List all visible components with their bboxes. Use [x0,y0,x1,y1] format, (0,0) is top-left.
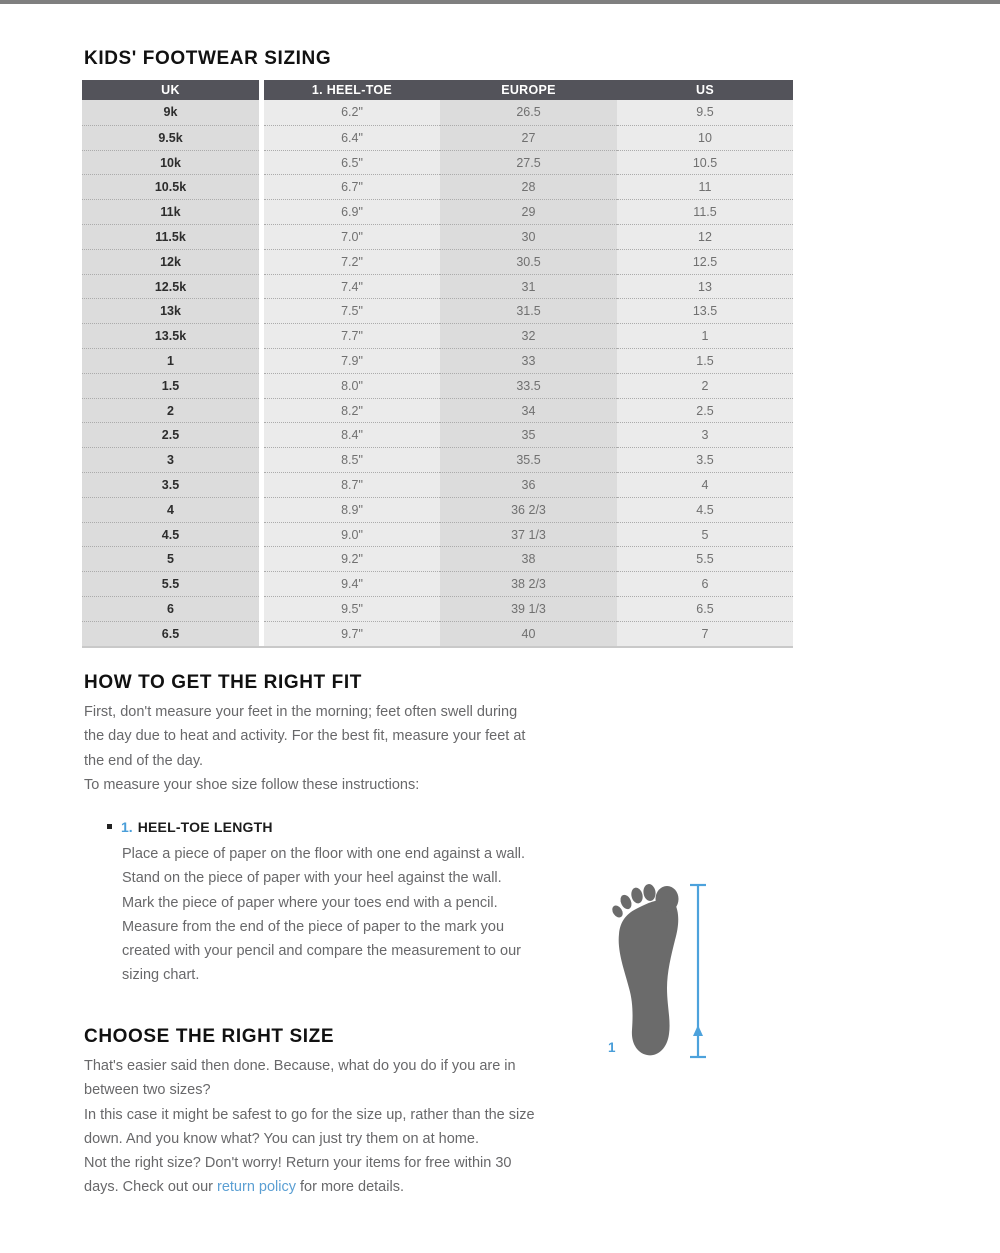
size-table-row [82,150,793,175]
text-line: the end of the day. [84,752,204,769]
text-line: between two sizes? [84,1082,211,1099]
text-line: sizing chart. [122,967,200,984]
size-cell-heeltoe: 9.2" [264,546,440,571]
size-cell-uk: 12k [82,249,259,274]
instruction-number: 1. [121,818,133,835]
size-cell-us: 2 [617,373,793,398]
size-cell-heeltoe: 7.2" [264,249,440,274]
size-cell-us: 7 [617,621,793,646]
size-table-row [82,249,793,274]
size-cell-us: 11 [617,174,793,199]
size-cell-uk: 10k [82,150,259,175]
size-cell-us: 3.5 [617,447,793,472]
size-table-row [82,422,793,447]
size-cell-us: 10.5 [617,150,793,175]
size-cell-heeltoe: 6.5" [264,150,440,175]
column-header-heeltoe: 1. HEEL-TOE [264,80,440,100]
size-cell-europe: 36 [440,472,617,497]
text-line: In this case it might be safest to go for the size up, rather than the size [84,1106,535,1123]
top-divider [0,0,1000,4]
size-cell-heeltoe: 7.4" [264,274,440,299]
size-cell-heeltoe: 8.0" [264,373,440,398]
fit-section-heading: HOW TO GET THE RIGHT FIT [84,672,362,693]
size-cell-europe: 31 [440,274,617,299]
size-cell-heeltoe: 6.4" [264,125,440,150]
size-cell-europe: 27 [440,125,617,150]
size-table-row [82,571,793,596]
size-cell-europe: 26.5 [440,100,617,125]
choose-last-line [84,1175,535,1199]
size-table-row [82,621,793,646]
text-line: Mark the piece of paper where your toes end with a pencil. [122,894,498,911]
size-cell-europe: 27.5 [440,150,617,175]
size-cell-us: 6 [617,571,793,596]
size-table-row [82,348,793,373]
size-cell-europe: 29 [440,199,617,224]
size-cell-us: 1 [617,323,793,348]
size-table-row [82,100,793,125]
size-cell-us: 9.5 [617,100,793,125]
size-cell-us: 11.5 [617,199,793,224]
size-cell-us: 13.5 [617,298,793,323]
size-cell-heeltoe: 6.2" [264,100,440,125]
page-title: KIDS' FOOTWEAR SIZING [84,48,332,69]
size-table-row [82,274,793,299]
column-header-us: US [617,80,793,100]
size-table-row [82,546,793,571]
size-table-body [82,100,793,646]
size-cell-uk: 1 [82,348,259,373]
size-cell-europe: 32 [440,323,617,348]
size-cell-us: 4.5 [617,497,793,522]
size-cell-heeltoe: 7.0" [264,224,440,249]
text-line: Stand on the piece of paper with your heel against the wall. [122,870,502,887]
size-cell-europe: 33.5 [440,373,617,398]
size-table-row [82,472,793,497]
size-cell-uk: 11.5k [82,224,259,249]
size-table-row [82,373,793,398]
size-cell-uk: 5.5 [82,571,259,596]
size-cell-uk: 9.5k [82,125,259,150]
size-table [82,80,793,648]
size-table-row [82,497,793,522]
size-table-row [82,224,793,249]
size-cell-europe: 37 1/3 [440,522,617,547]
last-line-prefix: days. Check out our [84,1179,217,1196]
size-cell-uk: 2 [82,398,259,423]
instruction-heading [107,818,273,835]
size-cell-heeltoe: 9.0" [264,522,440,547]
size-cell-uk: 6.5 [82,621,259,646]
size-cell-heeltoe: 8.9" [264,497,440,522]
size-cell-europe: 35.5 [440,447,617,472]
size-cell-europe: 38 2/3 [440,571,617,596]
text-line: created with your pencil and compare the measurement to our [122,943,521,960]
fit-intro-paragraph [84,700,525,797]
size-cell-heeltoe: 9.7" [264,621,440,646]
measurement-line-icon [687,881,709,1061]
size-cell-heeltoe: 8.4" [264,422,440,447]
text-line: Measure from the end of the piece of paper to the mark you [122,918,505,935]
size-cell-uk: 1.5 [82,373,259,398]
text-line: To measure your shoe size follow these instructions: [84,776,420,793]
size-cell-uk: 4 [82,497,259,522]
size-table-row [82,596,793,621]
foot-silhouette-icon [610,882,690,1058]
last-line-suffix: for more details. [295,1179,404,1196]
size-cell-us: 6.5 [617,596,793,621]
size-table-row [82,447,793,472]
size-cell-heeltoe: 9.4" [264,571,440,596]
size-cell-us: 12 [617,224,793,249]
instruction-title: HEEL-TOE LENGTH [137,818,273,835]
size-table-row [82,174,793,199]
diagram-step-label: 1 [608,1040,616,1055]
instruction-item [107,818,273,835]
size-table-header-row [82,80,793,100]
size-cell-europe: 28 [440,174,617,199]
text-line: down. And you know what? You can just try them on at home. [84,1130,479,1147]
instruction-paragraph [122,842,525,988]
size-cell-uk: 2.5 [82,422,259,447]
size-cell-uk: 9k [82,100,259,125]
size-table-row [82,398,793,423]
size-cell-europe: 35 [440,422,617,447]
bullet-square-icon [107,824,112,829]
text-line: the day due to heat and activity. For the best fit, measure your feet at [84,728,526,745]
text-line: First, don't measure your feet in the morning; feet often swell during [84,704,518,720]
size-cell-uk: 3 [82,447,259,472]
size-cell-uk: 10.5k [82,174,259,199]
size-cell-us: 5 [617,522,793,547]
size-cell-europe: 36 2/3 [440,497,617,522]
size-cell-uk: 13k [82,298,259,323]
size-cell-uk: 12.5k [82,274,259,299]
size-cell-europe: 38 [440,546,617,571]
size-cell-uk: 5 [82,546,259,571]
size-cell-europe: 31.5 [440,298,617,323]
size-cell-europe: 30.5 [440,249,617,274]
column-header-europe: EUROPE [440,80,617,100]
size-cell-heeltoe: 6.7" [264,174,440,199]
size-cell-uk: 3.5 [82,472,259,497]
size-table-row [82,298,793,323]
size-cell-europe: 34 [440,398,617,423]
size-cell-heeltoe: 9.5" [264,596,440,621]
size-table-row [82,199,793,224]
text-line: Place a piece of paper on the floor with one end against a wall. [122,846,526,862]
text-line: That's easier said then done. Because, what do you do if you are in [84,1058,516,1074]
size-cell-us: 3 [617,422,793,447]
size-cell-europe: 33 [440,348,617,373]
column-header-uk: UK [82,80,259,100]
size-cell-uk: 6 [82,596,259,621]
size-cell-europe: 39 1/3 [440,596,617,621]
size-cell-europe: 30 [440,224,617,249]
size-cell-us: 10 [617,125,793,150]
size-cell-us: 12.5 [617,249,793,274]
size-table-row [82,125,793,150]
size-cell-us: 13 [617,274,793,299]
size-cell-uk: 13.5k [82,323,259,348]
size-cell-europe: 40 [440,621,617,646]
text-line: Not the right size? Don't worry! Return your items for free within 30 [84,1155,512,1172]
return-policy-link[interactable]: return policy [217,1179,296,1196]
size-cell-us: 4 [617,472,793,497]
size-cell-heeltoe: 7.9" [264,348,440,373]
choose-paragraph [84,1054,535,1200]
size-cell-uk: 11k [82,199,259,224]
size-cell-heeltoe: 8.7" [264,472,440,497]
size-cell-heeltoe: 8.2" [264,398,440,423]
size-cell-us: 2.5 [617,398,793,423]
size-cell-heeltoe: 7.7" [264,323,440,348]
size-table-row [82,323,793,348]
size-cell-heeltoe: 6.9" [264,199,440,224]
size-cell-us: 1.5 [617,348,793,373]
choose-section-heading: CHOOSE THE RIGHT SIZE [84,1026,335,1047]
size-cell-uk: 4.5 [82,522,259,547]
size-table-row [82,522,793,547]
size-cell-us: 5.5 [617,546,793,571]
size-cell-heeltoe: 7.5" [264,298,440,323]
size-cell-heeltoe: 8.5" [264,447,440,472]
